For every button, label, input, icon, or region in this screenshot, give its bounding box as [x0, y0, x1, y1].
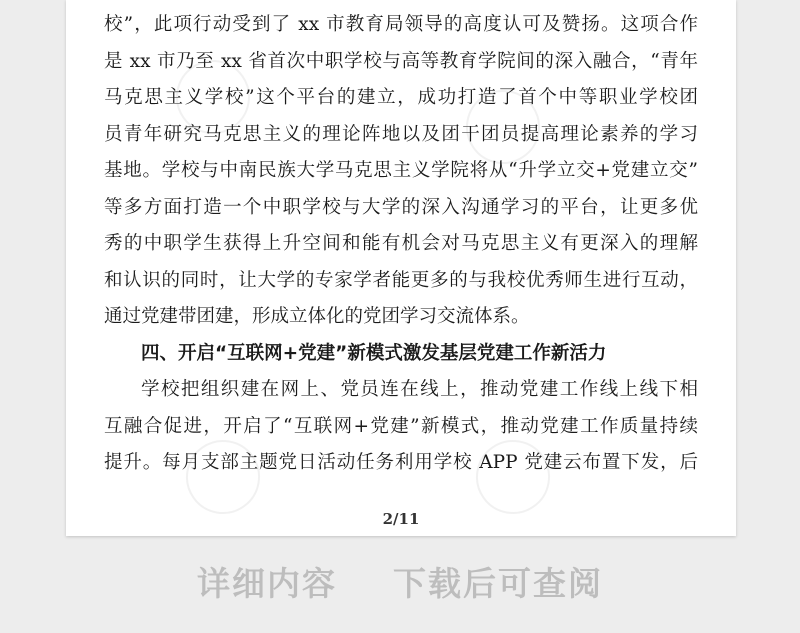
paragraph-line: 提升。每月支部主题党日活动任务利用学校 APP 党建云布置下发，后	[104, 452, 698, 473]
paragraph-line: 基地。学校与中南民族大学马克思主义学院将从“升学立交+党建立交”	[104, 160, 698, 181]
paragraph-line: 员青年研究马克思主义的理论阵地以及团干团员提高理论素养的学习	[104, 123, 698, 145]
document-page	[66, 0, 736, 536]
paragraph-line: 学校把组织建在网上、党员连在线上，推动党建工作线上线下相	[141, 379, 698, 400]
paragraph-line: 通过党建带团建，形成立体化的党团学习交流体系。	[104, 306, 530, 327]
paragraph-line: 校”，此项行动受到了 xx 市教育局领导的高度认可及赞扬。这项合作	[104, 14, 698, 35]
paragraph-line: 马克思主义学校”这个平台的建立，成功打造了首个中等职业学校团	[104, 87, 698, 108]
paragraph-line: 和认识的同时，让大学的专家学者能更多的与我校优秀师生进行互动，	[104, 269, 698, 291]
paragraph-line: 等多方面打造一个中职学校与大学的深入沟通学习的平台，让更多优	[104, 196, 698, 218]
paragraph-line: 互融合促进，开启了“互联网+党建”新模式，推动党建工作质量持续	[104, 415, 698, 437]
paragraph-line: 是 xx 市乃至 xx 省首次中职学校与高等教育学院间的深入融合，“青年	[104, 50, 698, 72]
download-notice[interactable]	[0, 558, 800, 605]
page-number: 2/11	[382, 510, 420, 528]
document-body	[104, 7, 698, 482]
notice-left-text: 详细内容	[197, 564, 337, 603]
section-heading: 四、开启“互联网+党建”新模式激发基层党建工作新活力	[141, 342, 607, 364]
notice-right-text: 下载后可查阅	[393, 564, 603, 603]
paragraph-line: 秀的中职学生获得上升空间和能有机会对马克思主义有更深入的理解	[104, 233, 698, 254]
